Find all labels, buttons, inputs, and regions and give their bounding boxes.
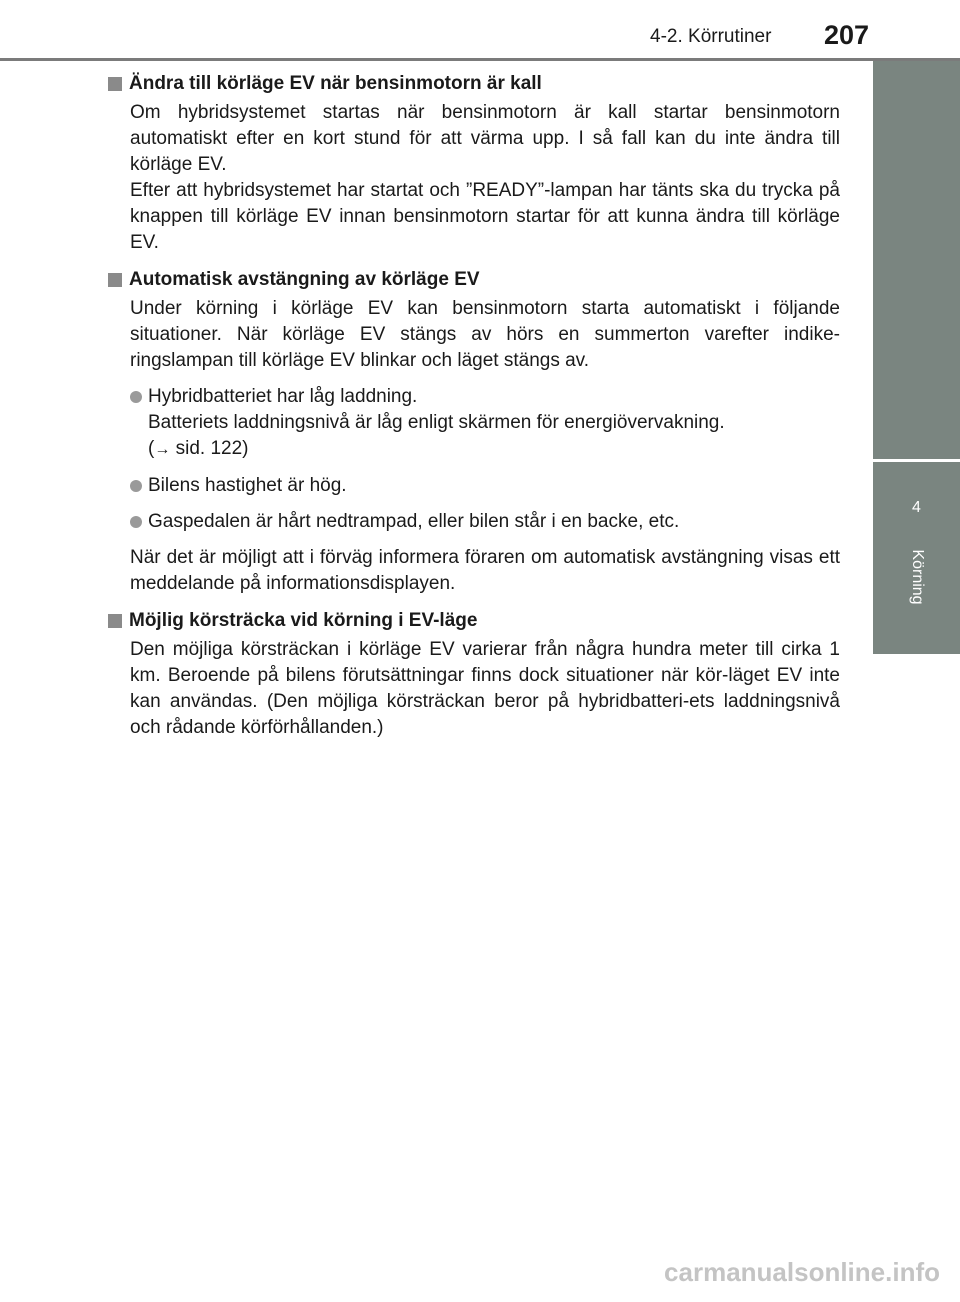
- paragraph: Om hybridsystemet startas när bensinmotorn är kall startar bensinmotorn automatiskt efter en kort stund för att värma upp. I så fall kan du inte ändra till körläge EV.: [130, 102, 840, 175]
- round-bullet-icon: [130, 516, 142, 528]
- square-bullet-icon: [108, 77, 122, 91]
- header-rule: [0, 58, 960, 61]
- paragraph: Under körning i körläge EV kan bensinmotorn starta automatiskt i följande situationer. När körläge EV stängs av hörs en summerton varefter indike-ringslampan till körläge EV blinkar och läget stängs av.: [130, 298, 840, 371]
- paragraph: När det är möjligt att i förväg informera föraren om automatisk avstängning visas ett meddelande på informationsdisplayen.: [130, 547, 840, 594]
- section-heading: [108, 268, 840, 292]
- watermark: carmanualsonline.info: [664, 1257, 940, 1287]
- side-tab-top: [873, 61, 960, 459]
- chapter-side-tab[interactable]: [873, 462, 960, 654]
- reference-open-paren: (: [148, 438, 155, 459]
- section-heading-text: Möjlig körsträcka vid körning i EV-läge: [129, 610, 478, 631]
- arrow-right-icon: →: [154, 441, 171, 458]
- page-reference[interactable]: [148, 436, 840, 463]
- list-item-text: Gaspedalen är hårt nedtrampad, eller bilen står i en backe, etc.: [148, 511, 680, 532]
- square-bullet-icon: [108, 614, 122, 628]
- section-heading: [108, 609, 840, 633]
- round-bullet-icon: [130, 391, 142, 403]
- page-number: 207: [824, 20, 870, 50]
- reference-text: sid. 122): [170, 438, 249, 459]
- section-ev-auto-off: [108, 268, 840, 597]
- paragraph: Den möjliga körsträckan i körläge EV varierar från några hundra meter till cirka 1 km. Beroende på bilens förutsättningar finns dock situationer när kör-läget EV inte kan användas. (Den möjliga körsträckan beror på hybridbatteri-ets laddningsnivå och rådande körförhållanden.): [130, 639, 840, 738]
- chapter-tab-number: 4: [912, 499, 921, 516]
- list-item-detail: Batteriets laddningsnivå är låg enligt skärmen för energiövervakning.: [148, 412, 725, 433]
- section-heading-text: Ändra till körläge EV när bensinmotorn är kall: [129, 73, 542, 94]
- list-item-text: Bilens hastighet är hög.: [148, 475, 347, 496]
- chapter-title: 4-2. Körrutiner: [650, 26, 772, 47]
- list-item: [130, 509, 840, 535]
- section-heading: [108, 72, 840, 96]
- section-ev-cold-engine: [108, 72, 840, 256]
- page-content: [108, 72, 840, 753]
- round-bullet-icon: [130, 480, 142, 492]
- chapter-tab-label: Körning: [908, 549, 926, 605]
- paragraph: Efter att hybridsystemet har startat och ”READY”-lampan har tänts ska du trycka på knappen till körläge EV innan bensinmotorn startar för att kunna ändra till körläge EV.: [130, 180, 840, 253]
- section-ev-range: [108, 609, 840, 741]
- list-item: [130, 384, 840, 463]
- list-item: [130, 473, 840, 499]
- list-item-text: Hybridbatteriet har låg laddning.: [148, 386, 418, 407]
- square-bullet-icon: [108, 273, 122, 287]
- section-heading-text: Automatisk avstängning av körläge EV: [129, 269, 480, 290]
